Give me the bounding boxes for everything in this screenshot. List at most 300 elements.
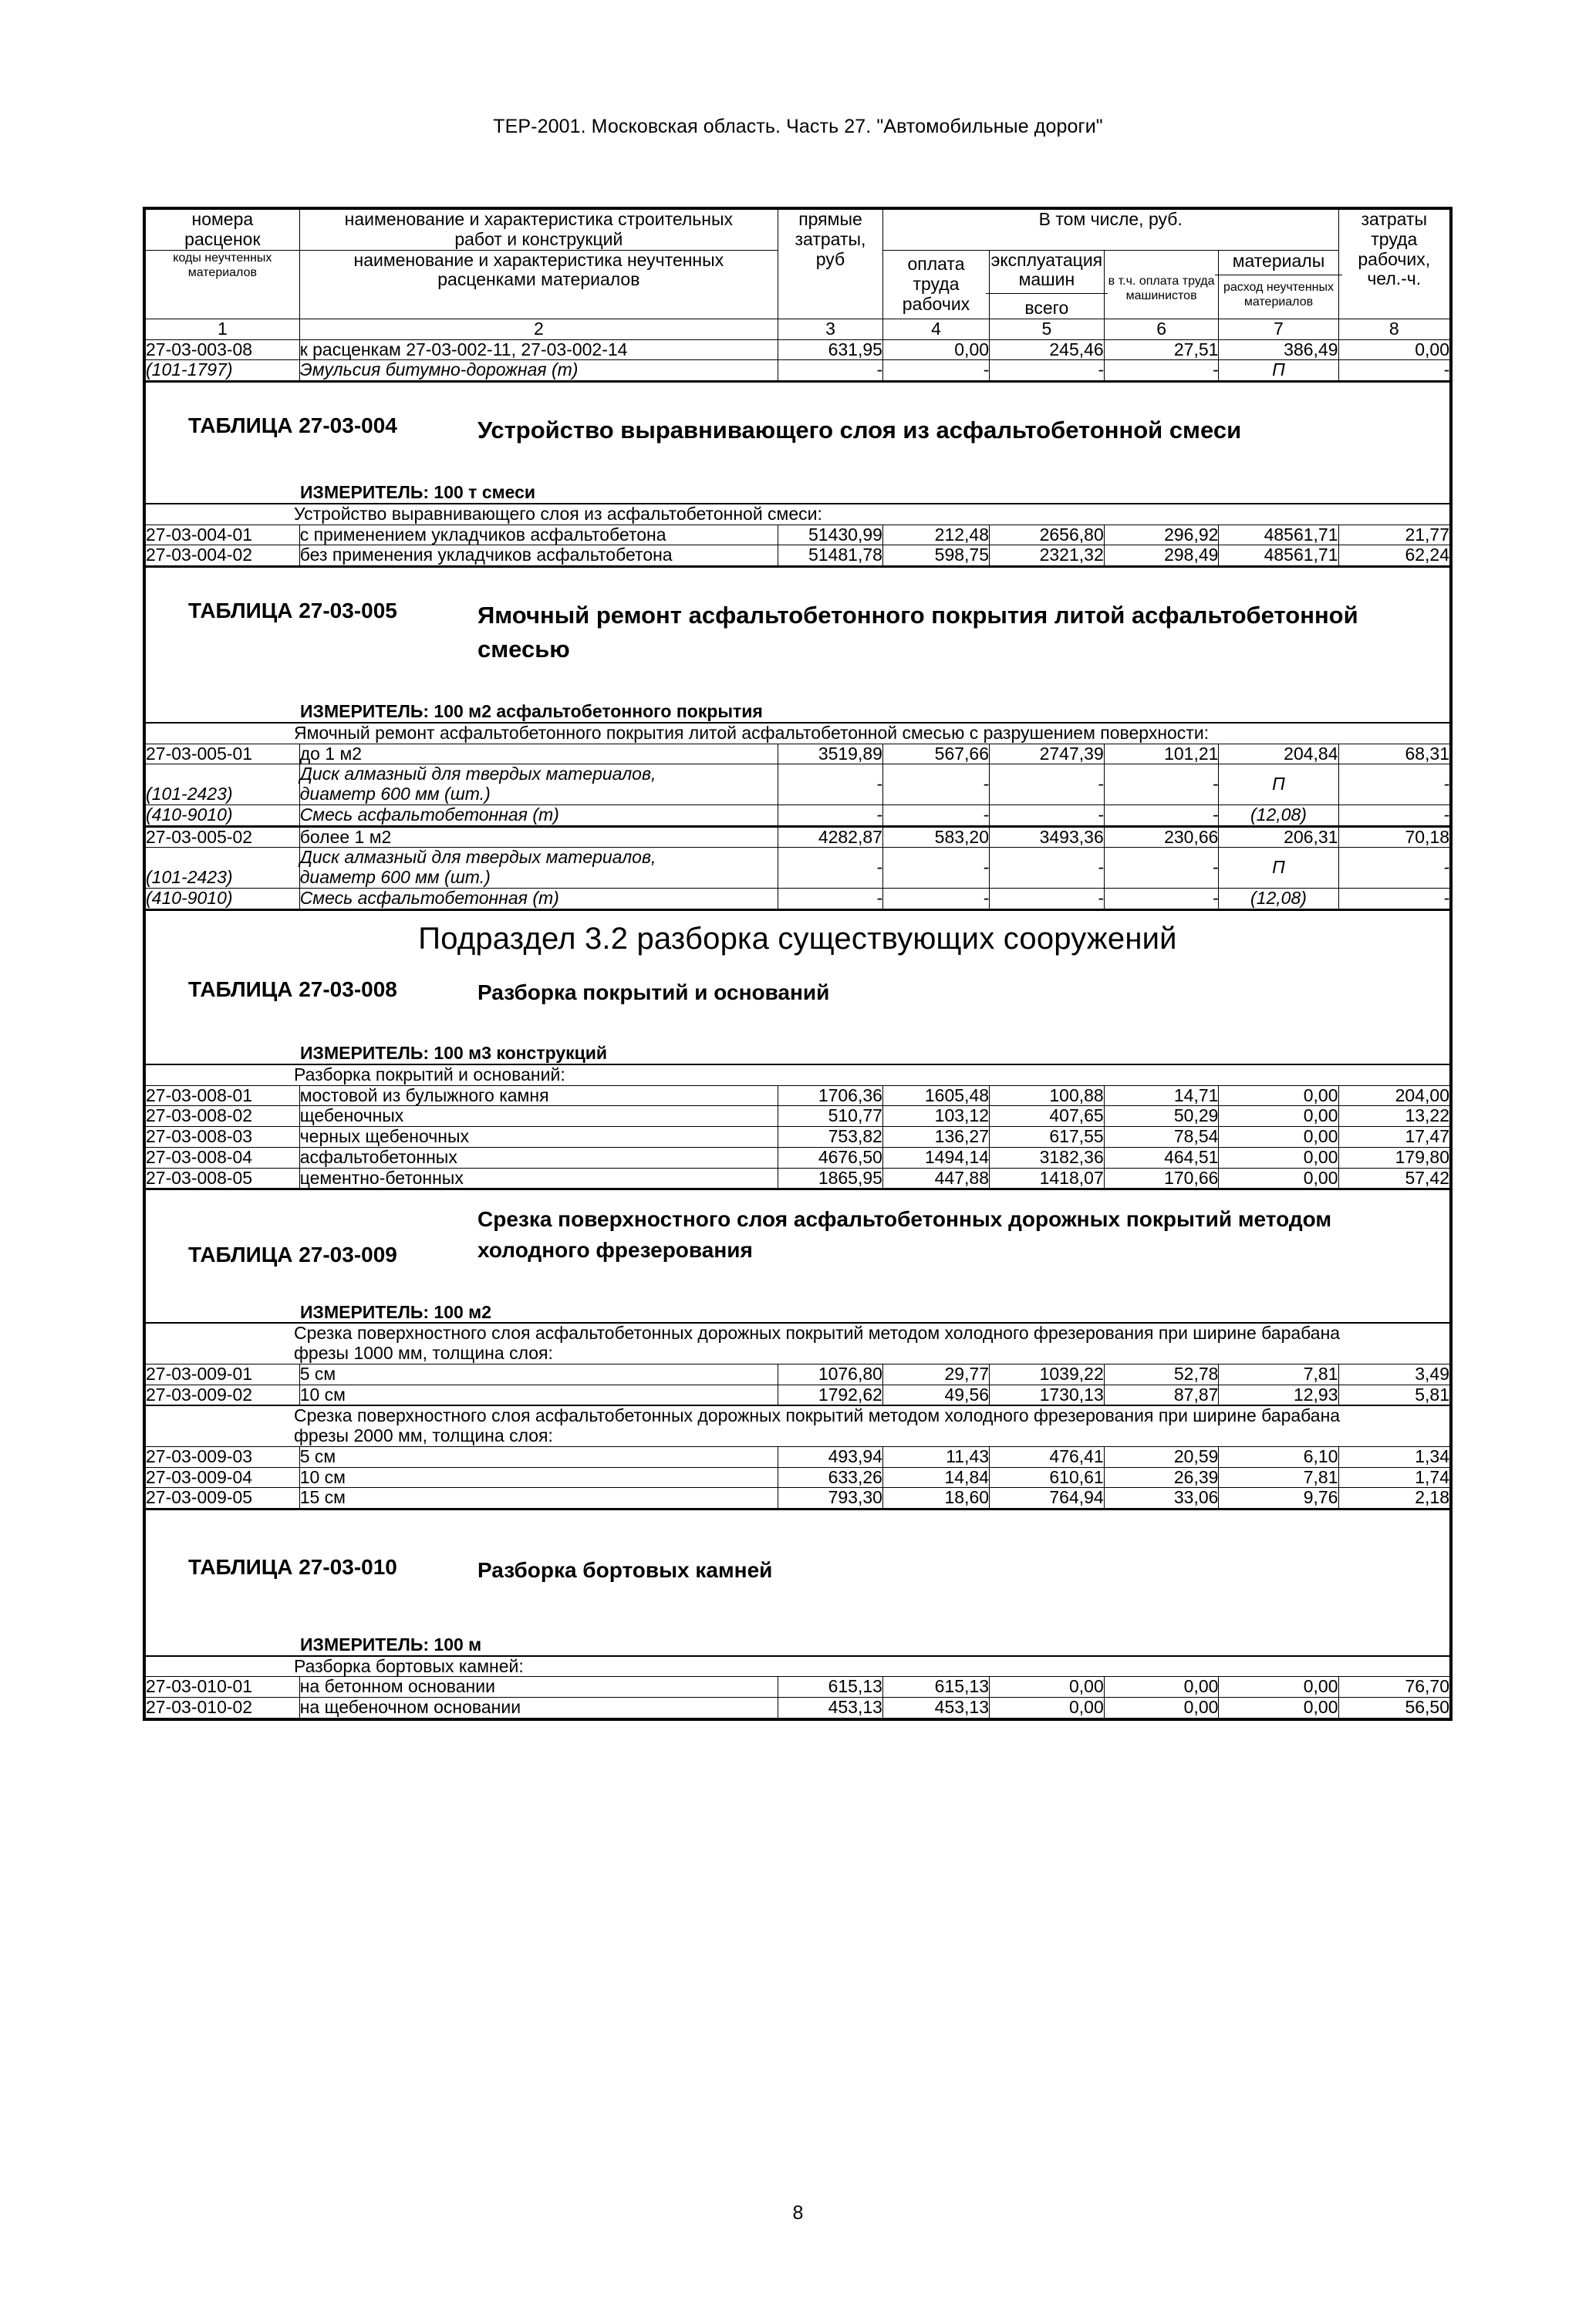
running-head: ТЕР-2001. Московская область. Часть 27. "Автомобильные дороги" xyxy=(493,116,1103,137)
material-value-6: - xyxy=(1104,888,1219,909)
material-name-line1: Диск алмазный для твердых материалов, xyxy=(299,764,656,784)
spacer xyxy=(146,1586,1449,1631)
row-code: 27-03-009-05 xyxy=(146,1488,300,1509)
row-name: 5 см xyxy=(299,1364,778,1385)
row-value-7: 206,31 xyxy=(1219,826,1338,848)
material-value-3: - xyxy=(778,805,883,826)
row-name: на бетонном основании xyxy=(299,1677,778,1698)
row-value-3: 615,13 xyxy=(778,1677,883,1698)
row-value-8: 5,81 xyxy=(1338,1385,1449,1405)
page-number: 8 xyxy=(792,2202,804,2224)
table-title-block xyxy=(146,382,1450,504)
row-value-5: 476,41 xyxy=(990,1446,1105,1467)
row-value-8: 3,49 xyxy=(1338,1364,1449,1385)
row-value-4: 18,60 xyxy=(882,1488,989,1509)
table-005-title-row xyxy=(146,599,1449,666)
row-value-4: 583,20 xyxy=(882,826,989,848)
row-code: 27-03-008-02 xyxy=(146,1106,300,1127)
header-machines-total-label: всего xyxy=(1024,298,1069,318)
table-004-measure: ИЗМЕРИТЕЛЬ: 100 т смеси xyxy=(300,482,536,503)
material-value-5: - xyxy=(990,888,1105,909)
material-value-7: (12,08) xyxy=(1219,888,1338,909)
colnum-8: 8 xyxy=(1338,319,1449,339)
spacer xyxy=(146,447,1449,478)
material-value-4: - xyxy=(882,848,989,889)
table-row xyxy=(146,744,1450,764)
colnum-2: 2 xyxy=(299,319,778,339)
row-value-6: 0,00 xyxy=(1104,1698,1219,1719)
material-name-line2: диаметр 600 мм (шт.) xyxy=(299,867,491,888)
header-cell-materials xyxy=(1219,250,1338,319)
row-value-8: 2,18 xyxy=(1338,1488,1449,1509)
table-title-block xyxy=(146,567,1450,723)
row-value-6: 20,59 xyxy=(1104,1446,1219,1467)
group-heading-row xyxy=(146,504,1450,525)
row-name: цементно-бетонных xyxy=(299,1168,778,1189)
table-009-title-row xyxy=(146,1204,1449,1267)
table-header-row-1 xyxy=(146,210,1450,251)
table-row xyxy=(146,1488,1450,1509)
row-value-5: 245,46 xyxy=(990,339,1105,360)
table-row xyxy=(146,826,1450,848)
table-009-label: ТАБЛИЦА 27-03-009 xyxy=(188,1243,397,1267)
row-value-5: 1730,13 xyxy=(990,1385,1105,1405)
table-row xyxy=(146,1085,1450,1106)
header-cell-machines-total xyxy=(990,250,1105,319)
table-row xyxy=(146,1467,1450,1488)
row-value-5: 3182,36 xyxy=(990,1147,1105,1168)
row-code: 27-03-008-03 xyxy=(146,1127,300,1148)
row-name: с применением укладчиков асфальтобетона xyxy=(299,525,778,545)
header-wages-line1: оплата xyxy=(907,254,965,274)
header-machinists-line1: в т.ч. оплата труда xyxy=(1108,274,1215,288)
header-cell-unaccounted-materials xyxy=(299,250,778,319)
material-name-line2: диаметр 600 мм (шт.) xyxy=(299,784,491,805)
table-010-group-cell xyxy=(146,1656,1450,1677)
row-value-8: 204,00 xyxy=(1338,1085,1449,1106)
header-codes-line2: расценок xyxy=(184,228,261,249)
header-direct-line3: руб xyxy=(815,248,845,269)
table-008-group-label: Разборка покрытий и оснований: xyxy=(294,1064,565,1084)
material-value-5: - xyxy=(990,360,1105,382)
table-row xyxy=(146,1106,1450,1127)
row-value-6: 50,29 xyxy=(1104,1106,1219,1127)
row-value-6: 33,06 xyxy=(1104,1488,1219,1509)
row-name: асфальтобетонных xyxy=(299,1147,778,1168)
row-value-3: 1792,62 xyxy=(778,1385,883,1405)
table-row-material xyxy=(146,888,1450,909)
row-name: до 1 м2 xyxy=(299,744,778,764)
material-value-4: - xyxy=(882,360,989,382)
row-value-8: 56,50 xyxy=(1338,1698,1449,1719)
row-value-4: 447,88 xyxy=(882,1168,989,1189)
row-value-8: 179,80 xyxy=(1338,1147,1449,1168)
row-value-5: 407,65 xyxy=(990,1106,1105,1127)
table-005-measure: ИЗМЕРИТЕЛЬ: 100 м2 асфальтобетонного покрытия xyxy=(300,701,763,722)
row-value-8: 70,18 xyxy=(1338,826,1449,848)
header-cell-group-including xyxy=(882,210,1338,251)
table-008-caption: Разборка покрытий и оснований xyxy=(477,980,830,1005)
table-008-group-cell xyxy=(146,1064,1450,1085)
material-code: (410-9010) xyxy=(146,888,300,909)
material-value-5: - xyxy=(990,764,1105,805)
row-value-3: 4676,50 xyxy=(778,1147,883,1168)
row-value-5: 610,61 xyxy=(990,1467,1105,1488)
material-value-6: - xyxy=(1104,360,1219,382)
colnum-6: 6 xyxy=(1104,319,1219,339)
material-value-3: - xyxy=(778,360,883,382)
row-name: без применения укладчиков асфальтобетона xyxy=(299,545,778,567)
spacer xyxy=(146,1190,1449,1204)
row-value-8: 1,74 xyxy=(1338,1467,1449,1488)
row-value-7: 0,00 xyxy=(1219,1698,1338,1719)
row-value-4: 567,66 xyxy=(882,744,989,764)
row-value-8: 1,34 xyxy=(1338,1446,1449,1467)
row-value-8: 21,77 xyxy=(1338,525,1449,545)
row-code: 27-03-009-01 xyxy=(146,1364,300,1385)
row-code: 27-03-008-01 xyxy=(146,1085,300,1106)
group-heading-row xyxy=(146,1064,1450,1085)
header-labor-line3: рабочих, xyxy=(1358,248,1431,269)
material-value-5: - xyxy=(990,805,1105,826)
row-value-4: 11,43 xyxy=(882,1446,989,1467)
header-works-line2: работ и конструкций xyxy=(454,228,623,249)
header-codes-line1: номера xyxy=(191,209,254,229)
table-row-material xyxy=(146,805,1450,826)
row-value-8: 62,24 xyxy=(1338,545,1449,567)
header-works-line1: наименование и характеристика строительных xyxy=(344,209,734,229)
row-value-3: 793,30 xyxy=(778,1488,883,1509)
material-value-3: - xyxy=(778,888,883,909)
table-row xyxy=(146,1127,1450,1148)
header-materials-line1: расход неучтенных xyxy=(1223,281,1334,295)
row-value-7: 0,00 xyxy=(1219,1106,1338,1127)
row-value-6: 0,00 xyxy=(1104,1677,1219,1698)
row-value-5: 2321,32 xyxy=(990,545,1105,567)
row-value-4: 453,13 xyxy=(882,1698,989,1719)
table-009-group-cell xyxy=(146,1323,1450,1364)
row-value-3: 3519,89 xyxy=(778,744,883,764)
table-010-group-label: Разборка бортовых камней: xyxy=(294,1655,524,1676)
table-title-block-cell xyxy=(146,1509,1450,1656)
table-row xyxy=(146,1698,1450,1719)
table-row-material xyxy=(146,360,1450,382)
material-name: Смесь асфальтобетонная (т) xyxy=(299,888,778,909)
row-name: 15 см xyxy=(299,1488,778,1509)
row-value-7: 204,84 xyxy=(1219,744,1338,764)
row-value-8: 76,70 xyxy=(1338,1677,1449,1698)
row-value-6: 170,66 xyxy=(1104,1168,1219,1189)
row-value-8: 0,00 xyxy=(1338,339,1449,360)
table-010-label: ТАБЛИЦА 27-03-010 xyxy=(188,1555,397,1580)
row-value-5: 100,88 xyxy=(990,1085,1105,1106)
subsection-heading: Подраздел 3.2 разборка существующих сооружений xyxy=(418,921,1177,956)
table-009-group-label: Срезка поверхностного слоя асфальтобетонных дорожных покрытий методом холодного фрезерования при ширине барабана фрезы 1000 мм, толщина слоя: xyxy=(294,1323,1341,1364)
material-name: Эмульсия битумно-дорожная (т) xyxy=(299,360,778,382)
row-code: 27-03-004-01 xyxy=(146,525,300,545)
table-row xyxy=(146,525,1450,545)
row-value-5: 2656,80 xyxy=(990,525,1105,545)
row-value-4: 0,00 xyxy=(882,339,989,360)
row-value-7: 386,49 xyxy=(1219,339,1338,360)
material-name xyxy=(299,764,778,805)
header-cell-direct-costs xyxy=(778,210,883,319)
table-009-group2-label: Срезка поверхностного слоя асфальтобетонных дорожных покрытий методом холодного фрезерования при ширине барабана фрезы 2000 мм, толщина слоя: xyxy=(294,1405,1341,1446)
row-value-6: 296,92 xyxy=(1104,525,1219,545)
row-value-6: 14,71 xyxy=(1104,1085,1219,1106)
header-machinists-line2: машинистов xyxy=(1125,288,1197,302)
table-title-block-cell xyxy=(146,1189,1450,1324)
table-row xyxy=(146,545,1450,567)
row-value-8: 68,31 xyxy=(1338,744,1449,764)
row-value-6: 298,49 xyxy=(1104,545,1219,567)
row-value-6: 78,54 xyxy=(1104,1127,1219,1148)
material-value-7: (12,08) xyxy=(1219,805,1338,826)
row-value-4: 212,48 xyxy=(882,525,989,545)
material-code: (101-2423) xyxy=(146,764,300,805)
table-005-caption: Ямочный ремонт асфальтобетонного покрытия литой асфальтобетонной смесью xyxy=(477,602,1358,663)
row-value-3: 493,94 xyxy=(778,1446,883,1467)
table-row xyxy=(146,1677,1450,1698)
spacer xyxy=(146,666,1449,697)
row-value-6: 464,51 xyxy=(1104,1147,1219,1168)
row-value-5: 0,00 xyxy=(990,1698,1105,1719)
material-value-4: - xyxy=(882,764,989,805)
header-unaccounted-line1: наименование и характеристика неучтенных xyxy=(353,249,724,270)
row-value-7: 6,10 xyxy=(1219,1446,1338,1467)
row-name: щебеночных xyxy=(299,1106,778,1127)
row-code: 27-03-010-02 xyxy=(146,1698,300,1719)
table-010-caption: Разборка бортовых камней xyxy=(477,1558,773,1583)
row-code: 27-03-008-04 xyxy=(146,1147,300,1168)
group-heading-row xyxy=(146,1656,1450,1677)
header-unaccounted-codes-line2: материалов xyxy=(187,265,257,279)
table-row xyxy=(146,1147,1450,1168)
table-title-block xyxy=(146,1189,1450,1324)
row-code: 27-03-005-02 xyxy=(146,826,300,848)
row-value-4: 136,27 xyxy=(882,1127,989,1148)
header-unaccounted-codes-line1: коды неучтенных xyxy=(173,251,272,265)
row-value-7: 48561,71 xyxy=(1219,525,1338,545)
row-value-5: 0,00 xyxy=(990,1677,1105,1698)
row-value-6: 26,39 xyxy=(1104,1467,1219,1488)
row-value-4: 49,56 xyxy=(882,1385,989,1405)
material-value-8: - xyxy=(1338,848,1449,889)
row-value-4: 598,75 xyxy=(882,545,989,567)
table-009-group2-cell xyxy=(146,1405,1450,1446)
colnum-3: 3 xyxy=(778,319,883,339)
header-direct-line2: затраты, xyxy=(795,228,866,249)
header-wages-line2: труда xyxy=(913,273,960,294)
table-004-label: ТАБЛИЦА 27-03-004 xyxy=(188,413,397,437)
row-value-3: 633,26 xyxy=(778,1467,883,1488)
row-value-5: 764,94 xyxy=(990,1488,1105,1509)
colnum-5: 5 xyxy=(990,319,1105,339)
group-heading-row xyxy=(146,723,1450,744)
row-name: 5 см xyxy=(299,1446,778,1467)
row-value-4: 615,13 xyxy=(882,1677,989,1698)
row-value-3: 1076,80 xyxy=(778,1364,883,1385)
material-value-4: - xyxy=(882,888,989,909)
material-value-6: - xyxy=(1104,764,1219,805)
subsection-block xyxy=(146,909,1450,1064)
row-value-5: 617,55 xyxy=(990,1127,1105,1148)
table-010-title-row xyxy=(146,1555,1449,1586)
header-group-materials-label: материалы xyxy=(1215,251,1341,276)
row-value-8: 13,22 xyxy=(1338,1106,1449,1127)
table-title-block-cell xyxy=(146,382,1450,504)
material-name: Смесь асфальтобетонная (т) xyxy=(299,805,778,826)
row-value-3: 631,95 xyxy=(778,339,883,360)
row-value-7: 7,81 xyxy=(1219,1364,1338,1385)
colnum-4: 4 xyxy=(882,319,989,339)
material-value-8: - xyxy=(1338,888,1449,909)
table-title-block-cell xyxy=(146,567,1450,723)
row-value-4: 14,84 xyxy=(882,1467,989,1488)
header-cell-wages xyxy=(882,250,989,319)
row-name: мостовой из булыжного камня xyxy=(299,1085,778,1106)
header-labor-line1: затраты xyxy=(1361,209,1428,229)
row-value-4: 1494,14 xyxy=(882,1147,989,1168)
row-value-7: 0,00 xyxy=(1219,1085,1338,1106)
column-number-row xyxy=(146,319,1450,339)
table-008-title-row xyxy=(146,977,1449,1008)
table-row-material xyxy=(146,848,1450,889)
header-unaccounted-line2: расценками материалов xyxy=(437,269,640,290)
table-009-caption: Срезка поверхностного слоя асфальтобетонных дорожных покрытий методом холодного фрезерования xyxy=(477,1207,1332,1263)
material-value-7: П xyxy=(1219,360,1338,382)
row-value-6: 87,87 xyxy=(1104,1385,1219,1405)
row-name: 10 см xyxy=(299,1467,778,1488)
row-name: более 1 м2 xyxy=(299,826,778,848)
row-value-7: 0,00 xyxy=(1219,1677,1338,1698)
material-value-8: - xyxy=(1338,764,1449,805)
row-code: 27-03-009-02 xyxy=(146,1385,300,1405)
table-title-block xyxy=(146,1509,1450,1656)
row-value-4: 103,12 xyxy=(882,1106,989,1127)
material-value-8: - xyxy=(1338,360,1449,382)
row-value-4: 1605,48 xyxy=(882,1085,989,1106)
header-cell-codes xyxy=(146,210,300,251)
colnum-1: 1 xyxy=(146,319,300,339)
row-value-5: 1418,07 xyxy=(990,1168,1105,1189)
table-row xyxy=(146,339,1450,360)
row-value-3: 453,13 xyxy=(778,1698,883,1719)
row-value-7: 0,00 xyxy=(1219,1127,1338,1148)
table-005-group-label: Ямочный ремонт асфальтобетонного покрытия литой асфальтобетонной смесью с разрушением поверхности: xyxy=(294,722,1210,743)
row-value-6: 230,66 xyxy=(1104,826,1219,848)
spacer xyxy=(146,1008,1449,1039)
header-machines-spacer xyxy=(1105,251,1219,274)
row-code: 27-03-005-01 xyxy=(146,744,300,764)
row-value-3: 510,77 xyxy=(778,1106,883,1127)
material-value-4: - xyxy=(882,805,989,826)
row-value-3: 753,82 xyxy=(778,1127,883,1148)
material-code: (101-2423) xyxy=(146,848,300,889)
material-value-7: П xyxy=(1219,848,1338,889)
table-004-caption: Устройство выравнивающего слоя из асфальтобетонной смеси xyxy=(477,417,1242,444)
subsection-block-cell xyxy=(146,909,1450,1064)
table-row xyxy=(146,1168,1450,1189)
row-value-7: 9,76 xyxy=(1219,1488,1338,1509)
table-row xyxy=(146,1446,1450,1467)
table-008-label: ТАБЛИЦА 27-03-008 xyxy=(188,977,397,1002)
spacer xyxy=(146,568,1449,599)
row-value-7: 0,00 xyxy=(1219,1147,1338,1168)
row-value-4: 29,77 xyxy=(882,1364,989,1385)
row-code: 27-03-009-03 xyxy=(146,1446,300,1467)
material-value-8: - xyxy=(1338,805,1449,826)
row-value-7: 12,93 xyxy=(1219,1385,1338,1405)
table-row-material xyxy=(146,764,1450,805)
material-value-3: - xyxy=(778,848,883,889)
material-value-6: - xyxy=(1104,805,1219,826)
material-value-3: - xyxy=(778,764,883,805)
material-value-7: П xyxy=(1219,764,1338,805)
row-code: 27-03-003-08 xyxy=(146,339,300,360)
row-code: 27-03-010-01 xyxy=(146,1677,300,1698)
row-value-7: 7,81 xyxy=(1219,1467,1338,1488)
spacer xyxy=(146,383,1449,413)
row-value-3: 1865,95 xyxy=(778,1168,883,1189)
row-name: к расценкам 27-03-002-11, 27-03-002-14 xyxy=(299,339,778,360)
table-008-measure: ИЗМЕРИТЕЛЬ: 100 м3 конструкций xyxy=(300,1043,608,1064)
row-value-3: 4282,87 xyxy=(778,826,883,848)
material-name xyxy=(299,848,778,889)
row-value-6: 27,51 xyxy=(1104,339,1219,360)
table-005-group-cell xyxy=(146,723,1450,744)
table-004-title-row xyxy=(146,413,1449,447)
row-value-5: 3493,36 xyxy=(990,826,1105,848)
material-value-6: - xyxy=(1104,848,1219,889)
spacer xyxy=(146,1267,1449,1298)
spacer xyxy=(146,963,1449,977)
header-group-including-label: В том числе, руб. xyxy=(1038,209,1183,229)
row-value-3: 1706,36 xyxy=(778,1085,883,1106)
group-heading-row xyxy=(146,1405,1450,1446)
material-code: (101-1797) xyxy=(146,360,300,382)
material-code: (410-9010) xyxy=(146,805,300,826)
row-code: 27-03-004-02 xyxy=(146,545,300,567)
material-value-5: - xyxy=(990,848,1105,889)
table-010-measure: ИЗМЕРИТЕЛЬ: 100 м xyxy=(300,1634,482,1655)
row-name: черных щебеночных xyxy=(299,1127,778,1148)
header-labor-line4: чел.-ч. xyxy=(1367,268,1422,289)
table-row xyxy=(146,1364,1450,1385)
header-cell-works xyxy=(299,210,778,251)
table-009-measure: ИЗМЕРИТЕЛЬ: 100 м2 xyxy=(300,1301,491,1322)
header-cell-machinists-wages xyxy=(1104,250,1219,319)
row-value-3: 51481,78 xyxy=(778,545,883,567)
row-name: на щебеночном основании xyxy=(299,1698,778,1719)
row-value-7: 0,00 xyxy=(1219,1168,1338,1189)
header-direct-line1: прямые xyxy=(798,209,862,229)
row-value-6: 52,78 xyxy=(1104,1364,1219,1385)
material-name-line1: Диск алмазный для твердых материалов, xyxy=(299,847,656,868)
row-value-7: 48561,71 xyxy=(1219,545,1338,567)
row-code: 27-03-008-05 xyxy=(146,1168,300,1189)
row-code: 27-03-009-04 xyxy=(146,1467,300,1488)
price-table-sheet xyxy=(143,207,1453,1721)
row-value-6: 101,21 xyxy=(1104,744,1219,764)
row-name: 10 см xyxy=(299,1385,778,1405)
table-004-group-label: Устройство выравнивающего слоя из асфальтобетонной смеси: xyxy=(294,503,822,524)
row-value-5: 2747,39 xyxy=(990,744,1105,764)
header-cell-unaccounted-codes xyxy=(146,250,300,319)
table-005-label: ТАБЛИЦА 27-03-005 xyxy=(188,599,397,623)
row-value-3: 51430,99 xyxy=(778,525,883,545)
header-wages-line3: рабочих xyxy=(902,293,970,314)
